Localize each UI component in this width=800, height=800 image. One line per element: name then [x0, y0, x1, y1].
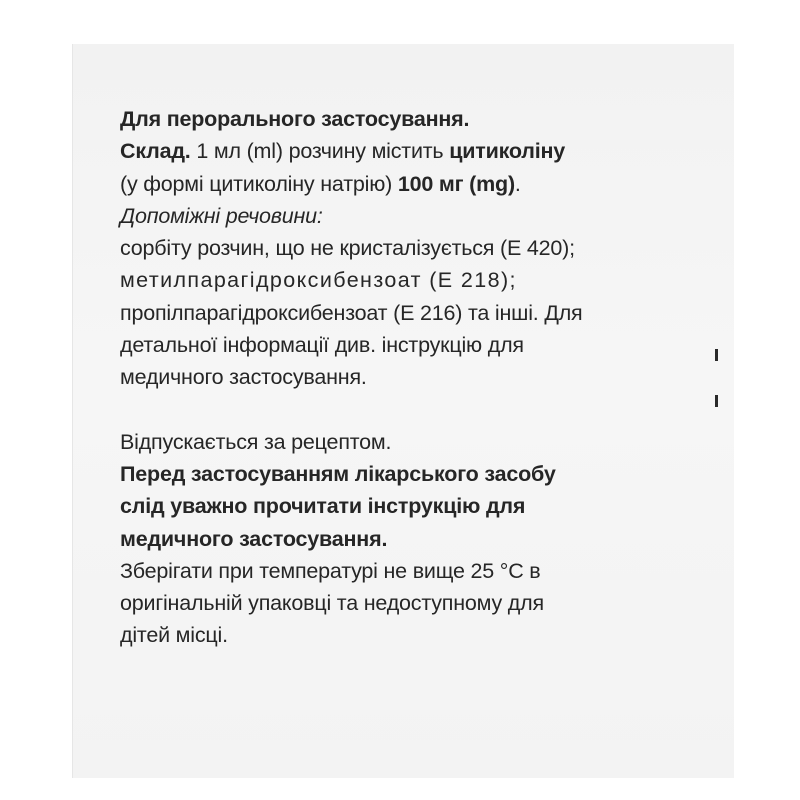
dose: 100 мг (mg) — [397, 171, 515, 196]
warning-line-1 — [120, 458, 682, 490]
composition-text-1: 1 мл (ml) розчину містить — [190, 139, 450, 164]
excipient-2: метилпарагідроксибензоат (Е 218); — [120, 268, 517, 293]
excipient-line-3 — [120, 297, 682, 329]
composition-line-2 — [120, 168, 682, 200]
active-ingredient: цитиколіну — [449, 139, 566, 164]
prescription-text: Відпускається за рецептом. — [120, 429, 392, 454]
route-text: Для перорального застосування. — [120, 107, 470, 131]
paragraph-gap — [120, 394, 682, 426]
excipients-heading-line — [120, 200, 682, 232]
warning-text-1: Перед застосуванням лікарського засобу — [120, 461, 556, 486]
storage-text-2: оригінальній упаковці та недоступному для — [120, 591, 544, 616]
composition-line-1 — [120, 135, 682, 167]
info-text-2: медичного застосування. — [120, 365, 367, 390]
label-text — [120, 103, 682, 652]
storage-line-2 — [120, 587, 682, 619]
warning-line-2 — [120, 490, 682, 522]
excipient-3: пропілпарагідроксибензоат (Е 216) та інші. Для — [120, 300, 583, 325]
excipient-line-1 — [120, 232, 682, 264]
excipient-1: сорбіту розчин, що не кристалізується (Е 420); — [120, 236, 575, 261]
warning-text-3: медичного застосування. — [120, 526, 388, 551]
storage-text-3: дітей місці. — [120, 623, 228, 648]
excipients-heading: Допоміжні речовини: — [120, 203, 323, 228]
excipient-line-2 — [120, 264, 682, 296]
composition-end: . — [514, 171, 521, 196]
info-line-1 — [120, 329, 682, 361]
route-line — [120, 103, 682, 135]
info-text-1: детальної інформації див. інструкцію для — [120, 333, 524, 358]
storage-line-1 — [120, 555, 682, 587]
warning-text-2: слід уважно прочитати інструкцію для — [120, 494, 526, 519]
info-line-2 — [120, 361, 682, 393]
composition-text-2: (у формі цитиколіну натрію) — [120, 171, 398, 196]
composition-heading: Склад. — [120, 139, 191, 164]
edge-mark — [715, 395, 718, 407]
warning-line-3 — [120, 523, 682, 555]
edge-mark — [715, 349, 718, 361]
prescription-line — [120, 426, 682, 458]
storage-line-3 — [120, 619, 682, 651]
storage-text-1: Зберігати при температурі не вище 25 °С в — [120, 558, 541, 583]
